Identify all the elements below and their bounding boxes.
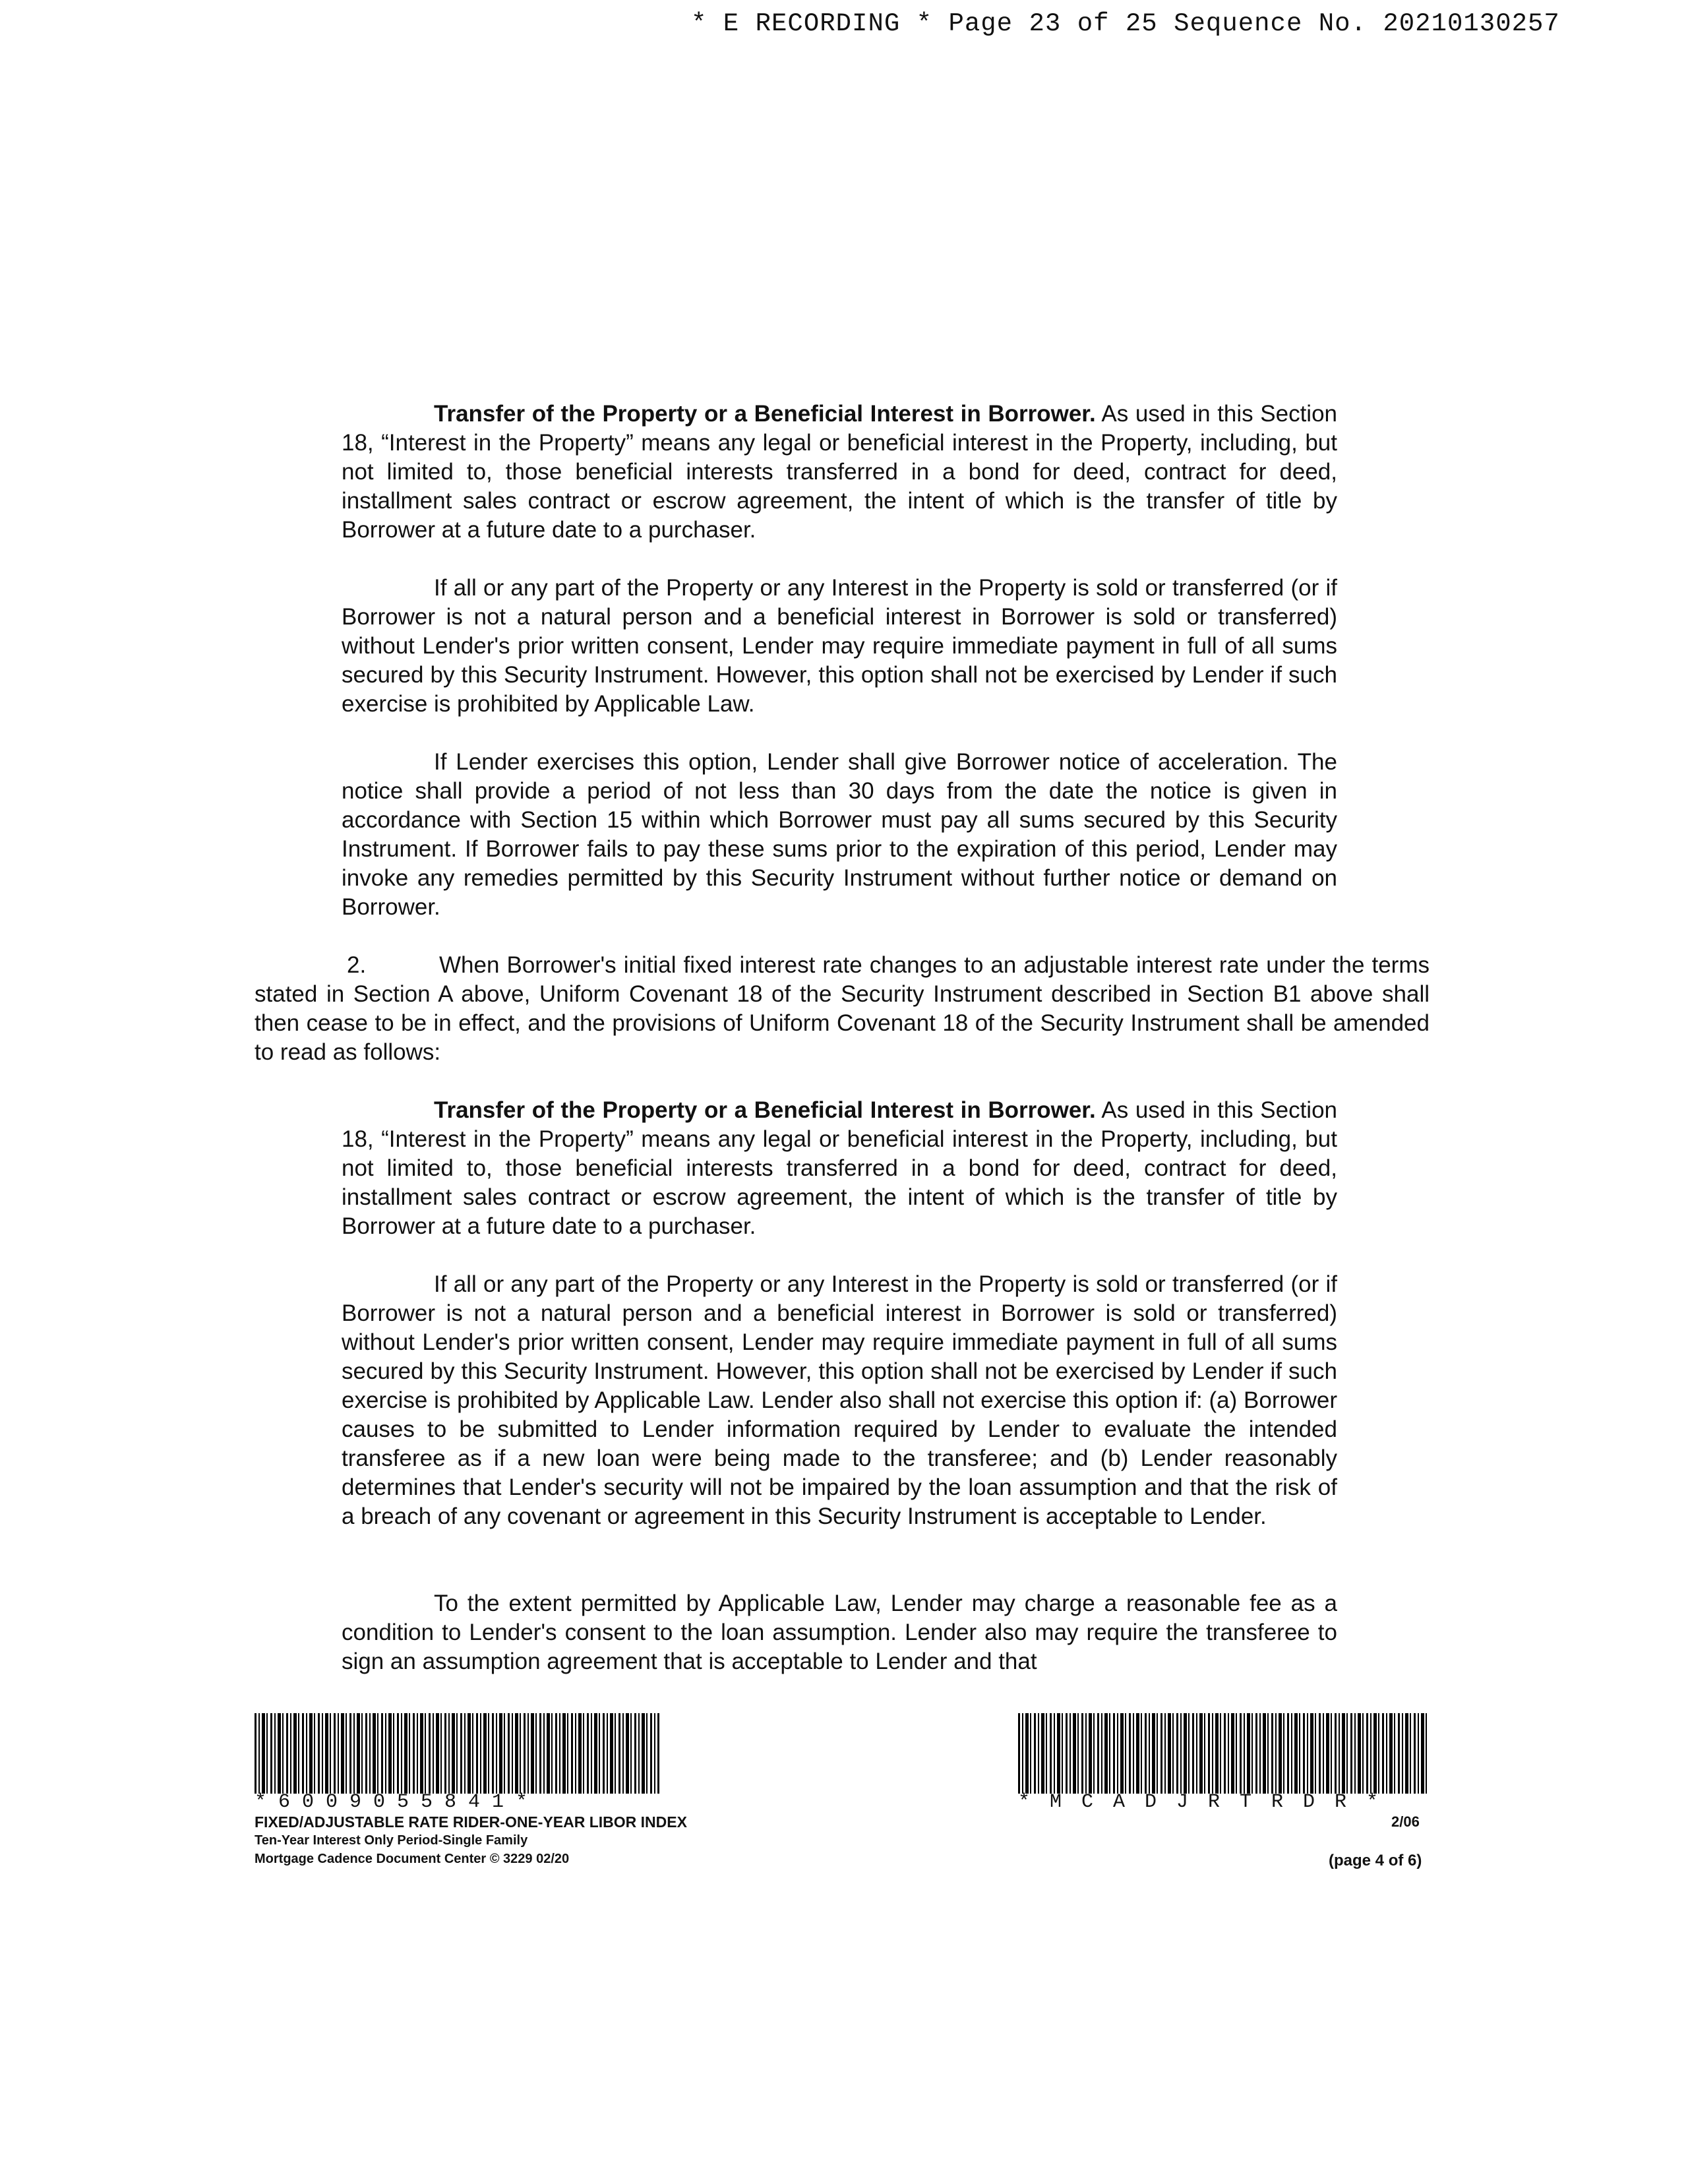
- form-source: Mortgage Cadence Document Center © 3229 02/20: [255, 1852, 570, 1866]
- paragraph-text: To the extent permitted by Applicable Law, Lender may charge a reasonable fee as a condition to Lender's consent to the loan assumption. Lender also may require the transferee to sign an assumption agreement that is acceptable to Lender and that: [342, 1591, 1337, 1674]
- paragraph-text: As used in this Section 18, “Interest in the Property” means any legal or beneficial interest in the Property, including, but not limited to, those beneficial interests transferred in a bond for deed, contract for deed, installment sales contract or escrow agreement, the intent of which is the transfer of title by Borrower at a future date to a purchaser.: [342, 1097, 1337, 1239]
- section-heading: Transfer of the Property or a Beneficial Interest in Borrower.: [434, 1097, 1096, 1123]
- recording-header: * E RECORDING * Page 23 of 25 Sequence No. 20210130257: [691, 9, 1560, 38]
- paragraph-text: If all or any part of the Property or any Interest in the Property is sold or transferred (or if Borrower is not a natural person and a beneficial interest in Borrower is sold or transferred) without Lender's prior written consent, Lender may require immediate payment in full of all sums secured by this Security Instrument. However, this option shall not be exercised by Lender if such exercise is prohibited by Applicable Law.: [342, 575, 1337, 717]
- form-barcode: [1018, 1713, 1427, 1794]
- form-subtitle: Ten-Year Interest Only Period-Single Family: [255, 1833, 528, 1848]
- form-title: FIXED/ADJUSTABLE RATE RIDER-ONE-YEAR LIBOR INDEX: [255, 1813, 687, 1831]
- form-barcode-code: *MCADJRTRDR*: [1018, 1791, 1399, 1813]
- form-date: 2/06: [1391, 1813, 1420, 1830]
- paragraph-section-2: [255, 951, 1430, 1067]
- paragraph-sale-transfer-amended: [342, 1270, 1337, 1531]
- paragraph-sale-transfer: [342, 574, 1337, 719]
- section-heading: Transfer of the Property or a Beneficial Interest in Borrower.: [434, 401, 1096, 427]
- paragraph-acceleration-notice: [342, 748, 1337, 922]
- paragraph-assumption-fee: [342, 1589, 1337, 1676]
- document-barcode-number: *6009055841*: [255, 1791, 540, 1813]
- page-number-label: (page 4 of 6): [1329, 1852, 1422, 1869]
- paragraph-text: As used in this Section 18, “Interest in the Property” means any legal or beneficial interest in the Property, including, but not limited to, those beneficial interests transferred in a bond for deed, contract for deed, installment sales contract or escrow agreement, the intent of which is the transfer of title by Borrower at a future date to a purchaser.: [342, 401, 1337, 543]
- paragraph-text: If Lender exercises this option, Lender shall give Borrower notice of acceleration. The notice shall provide a period of not less than 30 days from the date the notice is given in accordance with Section 15 within which Borrower must pay all sums secured by this Security Instrument. If Borrower fails to pay these sums prior to the expiration of this period, Lender may invoke any remedies permitted by this Security Instrument without further notice or demand on Borrower.: [342, 749, 1337, 920]
- paragraph-transfer-definition-amended: [342, 1096, 1337, 1241]
- document-barcode: [255, 1713, 659, 1794]
- paragraph-text: If all or any part of the Property or any Interest in the Property is sold or transferred (or if Borrower is not a natural person and a beneficial interest in Borrower is sold or transferred) without Lender's prior written consent, Lender may require immediate payment in full of all sums secured by this Security Instrument. However, this option shall not be exercised by Lender if such exercise is prohibited by Applicable Law. Lender also shall not exercise this option if: (a) Borrower causes to be submitted to Lender information required by Lender to evaluate the intended transferee as if a new loan were being made to the transferee; and (b) Lender reasonably determines that Lender's security will not be impaired by the loan assumption and that the risk of a breach of any covenant or agreement in this Security Instrument is acceptable to Lender.: [342, 1271, 1337, 1529]
- paragraph-transfer-definition: [342, 400, 1337, 545]
- paragraph-text: When Borrower's initial fixed interest rate changes to an adjustable interest rate under the terms stated in Section A above, Uniform Covenant 18 of the Security Instrument described in Section B1 above shall then cease to be in effect, and the provisions of Uniform Covenant 18 of the Security Instrument shall be amended to read as follows:: [255, 952, 1430, 1065]
- paragraph-number: 2.: [347, 952, 367, 978]
